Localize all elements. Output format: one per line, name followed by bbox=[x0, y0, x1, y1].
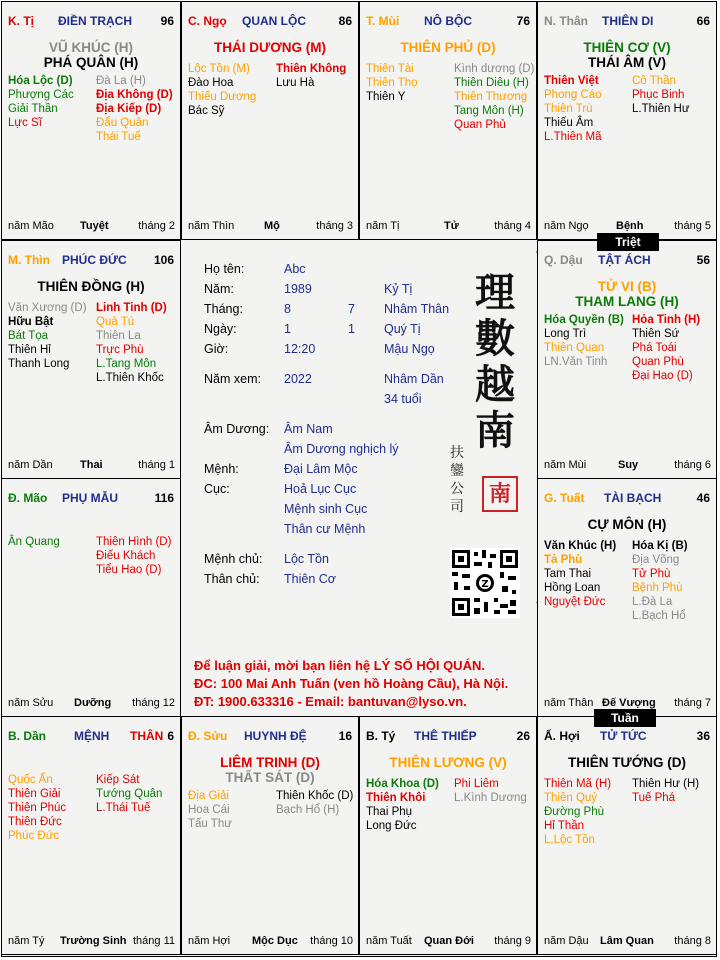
palace-location: T. Mùi bbox=[366, 14, 400, 28]
minor-star: L.Bạch Hổ bbox=[632, 610, 686, 622]
yin-yang-label: Âm Dương: bbox=[204, 422, 270, 436]
minor-stars-right bbox=[632, 777, 699, 805]
main-star: THÁI ÂM (V) bbox=[588, 55, 666, 70]
center-info-panel bbox=[180, 240, 536, 716]
main-star: PHÁ QUÂN (H) bbox=[43, 55, 139, 70]
palace-age: 26 bbox=[516, 729, 530, 743]
minor-star: Tuế Phá bbox=[632, 792, 676, 804]
palace-location: B. Tý bbox=[366, 729, 396, 743]
minor-star: Phúc Đức bbox=[8, 830, 60, 842]
minor-stars-left bbox=[544, 74, 602, 144]
minor-star: L.Lộc Tồn bbox=[544, 834, 595, 846]
palace-year: năm Mão bbox=[8, 220, 54, 232]
minor-stars-right bbox=[632, 539, 688, 623]
calligraphy-char: 數 bbox=[475, 315, 515, 362]
month-lunar: 8 bbox=[284, 302, 291, 316]
palace-month: tháng 5 bbox=[674, 220, 711, 232]
palace-stage: Quan Đới bbox=[424, 935, 474, 947]
main-star: THIÊN TƯỚNG (D) bbox=[568, 755, 686, 770]
calligraphy bbox=[470, 270, 520, 454]
month-solar: 7 bbox=[348, 302, 355, 316]
minor-stars-right bbox=[632, 313, 700, 383]
palace-year: năm Tý bbox=[8, 935, 45, 947]
minor-star: Phục Binh bbox=[632, 89, 685, 101]
minor-stars-right bbox=[454, 62, 534, 132]
palace-mao[interactable] bbox=[1, 478, 181, 717]
palace-name: PHÚC ĐỨC bbox=[62, 253, 127, 267]
palace-header bbox=[544, 253, 710, 269]
minor-stars-left bbox=[188, 789, 232, 831]
calligraphy-char: 南 bbox=[475, 407, 515, 454]
palace-location: C. Ngọ bbox=[188, 14, 227, 28]
palace-footer bbox=[544, 935, 711, 949]
palace-suu[interactable] bbox=[181, 716, 359, 955]
palace-footer bbox=[8, 935, 175, 949]
element-label: Cục: bbox=[204, 482, 230, 496]
minor-star: Hóa Khoa (D) bbox=[366, 778, 439, 790]
palace-name: TÀI BẠCH bbox=[604, 491, 662, 505]
minor-star: Phá Toái bbox=[632, 342, 677, 354]
minor-star: Đẩu Quân bbox=[96, 117, 149, 129]
palace-footer bbox=[188, 220, 353, 234]
minor-star: Quan Phù bbox=[632, 356, 684, 368]
minor-star: Thiên Tài bbox=[366, 63, 414, 75]
minor-star: Địa Võng bbox=[632, 554, 680, 566]
minor-star: L.Thiên Hư bbox=[632, 103, 690, 115]
minor-stars-left bbox=[544, 313, 624, 369]
minor-star: Địa Không (D) bbox=[96, 89, 173, 101]
destiny-lord-value: Lộc Tồn bbox=[284, 552, 329, 566]
minor-star: Hỏa Tinh (H) bbox=[632, 314, 701, 326]
palace-thin[interactable] bbox=[1, 240, 181, 479]
minor-star: Hồng Loan bbox=[544, 582, 601, 594]
name-value: Abc bbox=[284, 262, 306, 276]
palace-name: ĐIỀN TRẠCH bbox=[58, 14, 132, 28]
minor-star: Hữu Bật bbox=[8, 316, 54, 328]
minor-star: Bệnh Phù bbox=[632, 582, 683, 594]
palace-stage: Tuyệt bbox=[80, 220, 109, 232]
palace-hoi[interactable] bbox=[537, 716, 717, 955]
element-note-2: Thân cư Mệnh bbox=[284, 522, 366, 536]
minor-star: Tang Môn (H) bbox=[454, 105, 524, 117]
minor-star: Địa Kiếp (D) bbox=[96, 103, 162, 115]
palace-stage: Mộc Dục bbox=[252, 935, 298, 947]
palace-location: M. Thìn bbox=[8, 253, 50, 267]
minor-star: Tấu Thư bbox=[188, 818, 232, 830]
minor-star: Thai Phụ bbox=[366, 806, 413, 818]
palace-age: 56 bbox=[696, 253, 710, 267]
minor-star: Long Đức bbox=[366, 820, 417, 832]
minor-star: Hóa Lộc (D) bbox=[8, 75, 73, 87]
palace-month: tháng 3 bbox=[316, 220, 353, 232]
minor-stars-left bbox=[188, 62, 256, 118]
yin-yang-value: Âm Nam bbox=[284, 422, 333, 436]
seal-char: 公 bbox=[450, 481, 464, 497]
palace-month: tháng 12 bbox=[132, 697, 175, 709]
palace-name: HUYNH ĐỆ bbox=[244, 729, 307, 743]
tuan-marker: Tuần bbox=[594, 709, 656, 727]
day-lunar: 1 bbox=[284, 322, 291, 336]
minor-star: Thiên La bbox=[96, 330, 141, 342]
minor-stars-right bbox=[276, 62, 346, 90]
year-canchi: Kỷ Tị bbox=[384, 282, 413, 296]
minor-star: L.Đà La bbox=[632, 596, 673, 608]
minor-star: L.Thiên Khốc bbox=[96, 372, 164, 384]
age-value: 34 tuổi bbox=[384, 392, 422, 406]
palace-month: tháng 8 bbox=[674, 935, 711, 947]
minor-star: Quan Phủ bbox=[454, 119, 506, 131]
main-star: THẤT SÁT (D) bbox=[225, 770, 315, 785]
minor-star: Thiên Trù bbox=[544, 103, 593, 115]
palace-age: 6 bbox=[167, 729, 174, 743]
minor-star: Trực Phù bbox=[96, 344, 144, 356]
seal-text bbox=[448, 444, 466, 516]
main-star: THIÊN PHỦ (D) bbox=[400, 40, 496, 55]
palace-month: tháng 11 bbox=[132, 935, 175, 947]
calligraphy-char: 越 bbox=[475, 361, 515, 408]
body-lord-value: Thiên Cơ bbox=[284, 572, 336, 586]
minor-star: LN.Văn Tinh bbox=[544, 356, 608, 368]
palace-stage: Suy bbox=[618, 459, 639, 471]
minor-stars-left bbox=[366, 777, 439, 833]
palace-age: 96 bbox=[160, 14, 174, 28]
palace-header bbox=[366, 729, 530, 745]
month-label: Tháng: bbox=[204, 302, 243, 316]
minor-star: Quốc Ấn bbox=[8, 774, 53, 786]
main-star: VŨ KHÚC (H) bbox=[49, 40, 133, 55]
minor-star: Thiên Khôi bbox=[366, 792, 426, 804]
minor-star: Thiếu Dương bbox=[188, 91, 257, 103]
palace-year: năm Mùi bbox=[544, 459, 587, 471]
minor-star: Thiên Hư (H) bbox=[632, 778, 700, 790]
palace-stage: Mộ bbox=[264, 220, 280, 232]
minor-star: Phong Cáo bbox=[544, 89, 602, 101]
palace-age: 106 bbox=[153, 253, 174, 267]
minor-star: Đại Hao (D) bbox=[632, 370, 693, 382]
minor-star: Tiểu Hao (D) bbox=[96, 564, 162, 576]
contact-line-1: Để luận giải, mời bạn liên hệ LÝ SỐ HỘI QUÁN. bbox=[194, 658, 485, 673]
palace-year: năm Tị bbox=[366, 220, 400, 232]
name-label: Họ tên: bbox=[204, 262, 245, 276]
palace-header bbox=[8, 14, 174, 30]
palace-location: Q. Dậu bbox=[544, 253, 583, 267]
palace-footer bbox=[366, 935, 531, 949]
palace-age: 116 bbox=[154, 491, 174, 505]
palace-stage: Thai bbox=[80, 459, 103, 471]
minor-stars-right bbox=[632, 74, 690, 116]
seal-char: 扶 bbox=[450, 445, 464, 461]
palace-name: PHỤ MẪU bbox=[62, 491, 118, 505]
minor-star: Kiếp Sát bbox=[96, 774, 140, 786]
triet-marker: Triệt bbox=[597, 233, 659, 251]
minor-star: Địa Giải bbox=[188, 790, 229, 802]
minor-star: Văn Xương (D) bbox=[8, 302, 87, 314]
body-marker: THÂN bbox=[130, 729, 164, 743]
palace-year: năm Thìn bbox=[188, 220, 235, 232]
destiny-label: Mệnh: bbox=[204, 462, 239, 476]
minor-star: Thiên Diêu (H) bbox=[454, 77, 529, 89]
minor-star: Tả Phù bbox=[544, 554, 583, 566]
main-star: THIÊN LƯƠNG (V) bbox=[389, 755, 507, 770]
main-star: THAM LANG (H) bbox=[575, 294, 679, 309]
palace-location: G. Tuất bbox=[544, 491, 585, 505]
minor-star: Thiên Hỉ bbox=[8, 344, 51, 356]
minor-star: Nguyệt Đức bbox=[544, 596, 606, 608]
minor-star: Thiên Việt bbox=[544, 75, 599, 87]
destiny-value: Đại Lâm Mộc bbox=[284, 462, 358, 476]
minor-star: L.Thái Tuế bbox=[96, 802, 151, 814]
minor-star: Văn Khúc (H) bbox=[544, 540, 617, 552]
minor-stars-left bbox=[8, 535, 60, 549]
seal-char: 司 bbox=[450, 499, 464, 515]
main-star: CỰ MÔN (H) bbox=[587, 517, 667, 532]
element-value: Hoả Lục Cục bbox=[284, 482, 357, 496]
palace-location: K. Tị bbox=[8, 14, 34, 28]
minor-star: Cô Thần bbox=[632, 75, 676, 87]
body-lord-label: Thân chủ: bbox=[204, 572, 260, 586]
minor-star: Bác Sỹ bbox=[188, 105, 225, 117]
minor-star: Điếu Khách bbox=[96, 550, 156, 562]
minor-star: L.Tang Môn bbox=[96, 358, 157, 370]
minor-stars-left bbox=[8, 773, 66, 843]
minor-star: Thiên Y bbox=[366, 91, 406, 103]
minor-star: Bát Tọa bbox=[8, 330, 49, 342]
palace-tuat[interactable] bbox=[537, 478, 717, 717]
destiny-lord-label: Mệnh chủ: bbox=[204, 552, 263, 566]
svg-text:Z: Z bbox=[481, 579, 489, 590]
palace-month: tháng 6 bbox=[674, 459, 711, 471]
palace-year: năm Dậu bbox=[544, 935, 589, 947]
palace-mui[interactable] bbox=[359, 1, 537, 240]
minor-star: Phượng Các bbox=[8, 89, 74, 101]
palace-dau[interactable] bbox=[537, 240, 717, 479]
palace-location: N. Thân bbox=[544, 14, 588, 28]
palace-header bbox=[8, 253, 174, 269]
minor-star: Ân Quang bbox=[8, 536, 60, 548]
palace-stage: Dưỡng bbox=[74, 697, 112, 709]
palace-name: TỬ TỨC bbox=[600, 729, 647, 743]
minor-star: L.Kình Dương bbox=[454, 792, 527, 804]
palace-location: Đ. Sửu bbox=[188, 729, 228, 743]
minor-star: Tử Phù bbox=[632, 568, 671, 580]
minor-stars-right bbox=[276, 789, 353, 817]
palace-name: QUAN LỘC bbox=[242, 14, 306, 28]
minor-stars-left bbox=[366, 62, 418, 104]
minor-star: Đào Hoa bbox=[188, 77, 234, 89]
minor-star: Thiên Quan bbox=[544, 342, 605, 354]
palace-header bbox=[8, 729, 174, 745]
palace-stage: Đế Vượng bbox=[602, 697, 656, 709]
palace-header bbox=[188, 14, 352, 30]
palace-dan[interactable] bbox=[1, 716, 181, 955]
minor-star: Kình dương (D) bbox=[454, 63, 535, 75]
minor-stars-left bbox=[8, 301, 87, 371]
minor-stars-right bbox=[96, 74, 173, 144]
palace-age: 46 bbox=[696, 491, 710, 505]
day-label: Ngày: bbox=[204, 322, 237, 336]
main-star: THIÊN CƠ (V) bbox=[583, 40, 671, 55]
palace-location: Đ. Mão bbox=[8, 491, 48, 505]
hour-label: Giờ: bbox=[204, 342, 229, 356]
palace-month: tháng 1 bbox=[138, 459, 175, 471]
palace-month: tháng 9 bbox=[494, 935, 531, 947]
minor-star: Linh Tinh (D) bbox=[96, 302, 167, 314]
minor-star: Tam Thai bbox=[544, 568, 592, 580]
view-year-label: Năm xem: bbox=[204, 372, 261, 386]
palace-year: năm Sửu bbox=[8, 697, 54, 709]
minor-star: Lưu Hà bbox=[276, 77, 315, 89]
minor-star: Tướng Quân bbox=[96, 788, 163, 800]
palace-location: Ấ. Hợi bbox=[544, 729, 580, 743]
palace-name: MỆNH bbox=[74, 729, 110, 743]
minor-star: Hóa Quyền (B) bbox=[544, 314, 624, 326]
minor-star: Long Trì bbox=[544, 328, 587, 340]
minor-star: Thiên Phúc bbox=[8, 802, 67, 814]
day-canchi: Quý Tị bbox=[384, 322, 421, 336]
minor-star: Hỉ Thần bbox=[544, 820, 585, 832]
palace-ngo[interactable] bbox=[181, 1, 359, 240]
element-note-1: Mệnh sinh Cục bbox=[284, 502, 368, 516]
minor-star: Thiên Thương bbox=[454, 91, 528, 103]
hour-value: 12:20 bbox=[284, 342, 316, 356]
palace-header bbox=[544, 729, 710, 745]
yin-yang-note: Âm Dương nghịch lý bbox=[284, 442, 399, 456]
year-value: 1989 bbox=[284, 282, 312, 296]
minor-stars-left bbox=[544, 539, 616, 609]
palace-header bbox=[366, 14, 530, 30]
main-star: LIÊM TRINH (D) bbox=[220, 755, 320, 770]
palace-age: 36 bbox=[696, 729, 710, 743]
minor-stars-left bbox=[8, 74, 74, 130]
minor-stars-right bbox=[454, 777, 527, 805]
palace-year: năm Tuất bbox=[366, 935, 412, 947]
minor-star: Hoa Cái bbox=[188, 804, 230, 816]
minor-star: Bạch Hổ (H) bbox=[276, 804, 340, 816]
palace-header bbox=[8, 491, 174, 507]
day-solar: 1 bbox=[348, 322, 355, 336]
minor-star: Thiên Đức bbox=[8, 816, 62, 828]
minor-star: Lộc Tồn (M) bbox=[188, 63, 250, 75]
minor-star: Thiên Không bbox=[276, 63, 347, 75]
palace-year: năm Hợi bbox=[188, 935, 231, 947]
minor-star: Thanh Long bbox=[8, 358, 70, 370]
minor-star: Thiên Khốc (D) bbox=[276, 790, 354, 802]
palace-month: tháng 10 bbox=[310, 935, 353, 947]
palace-year: năm Thân bbox=[544, 697, 594, 709]
palace-footer bbox=[366, 220, 531, 234]
year-label: Năm: bbox=[204, 282, 234, 296]
calligraphy-char: 理 bbox=[475, 269, 515, 316]
contact-phone-email[interactable]: ĐT: 1900.633316 - Email: bantuvan@lyso.vn. bbox=[194, 694, 467, 709]
palace-age: 76 bbox=[516, 14, 530, 28]
palace-location: B. Dần bbox=[8, 729, 47, 743]
palace-ty[interactable] bbox=[1, 1, 181, 240]
palace-name: THIÊN DI bbox=[602, 14, 654, 28]
palace-header bbox=[188, 729, 352, 745]
minor-star: Phi Liêm bbox=[454, 778, 499, 790]
minor-star: Thiên Sứ bbox=[632, 328, 680, 340]
palace-footer bbox=[8, 697, 175, 711]
palace-than[interactable] bbox=[537, 1, 717, 240]
palace-year: năm Ngọ bbox=[544, 220, 589, 232]
palace-age: 86 bbox=[338, 14, 352, 28]
minor-star: Thiên Hình (D) bbox=[96, 536, 172, 548]
minor-star: Lực Sĩ bbox=[8, 117, 42, 129]
minor-stars-right bbox=[96, 535, 171, 577]
palace-footer bbox=[8, 459, 175, 473]
palace-footer bbox=[544, 459, 711, 473]
minor-star: Đường Phù bbox=[544, 806, 604, 818]
qr-code-icon[interactable] bbox=[450, 548, 520, 618]
palace-footer bbox=[544, 220, 711, 234]
red-seal: 南 bbox=[482, 476, 518, 512]
minor-stars-left bbox=[544, 777, 611, 847]
palace-name: TẬT ÁCH bbox=[598, 253, 651, 267]
minor-star: Thiên Mã (H) bbox=[544, 778, 612, 790]
palace-age: 16 bbox=[338, 729, 352, 743]
palace-header bbox=[544, 14, 710, 30]
minor-star: Thiên Giải bbox=[8, 788, 61, 800]
minor-star: Thái Tuế bbox=[96, 131, 141, 143]
main-star: THÁI DƯƠNG (M) bbox=[214, 40, 326, 55]
month-canchi: Nhâm Thân bbox=[384, 302, 450, 316]
minor-star: Thiếu Âm bbox=[544, 117, 594, 129]
main-star: THIÊN ĐỒNG (H) bbox=[37, 279, 145, 294]
palace-ty2[interactable] bbox=[359, 716, 537, 955]
minor-star: Thiên Thọ bbox=[366, 77, 418, 89]
palace-year: năm Dần bbox=[8, 459, 53, 471]
palace-stage: Lâm Quan bbox=[600, 935, 654, 947]
minor-stars-right bbox=[96, 773, 162, 815]
palace-month: tháng 7 bbox=[674, 697, 711, 709]
palace-stage: Bệnh bbox=[616, 220, 644, 232]
palace-name: NÔ BỘC bbox=[424, 14, 472, 28]
minor-star: Đà La (H) bbox=[96, 75, 146, 87]
palace-footer bbox=[8, 220, 175, 234]
seal-char: 鑾 bbox=[450, 463, 464, 479]
minor-stars-right bbox=[96, 301, 167, 385]
palace-month: tháng 4 bbox=[494, 220, 531, 232]
view-year-value: 2022 bbox=[284, 372, 312, 386]
minor-star: Hóa Kị (B) bbox=[632, 540, 688, 552]
contact-address: ĐC: 100 Mai Anh Tuấn (ven hồ Hoàng Cầu), Hà Nội. bbox=[194, 676, 509, 691]
main-star: TỬ VI (B) bbox=[597, 279, 657, 294]
minor-star: Giải Thần bbox=[8, 103, 58, 115]
view-year-canchi: Nhâm Dần bbox=[384, 372, 444, 386]
palace-footer bbox=[188, 935, 353, 949]
hour-canchi: Mậu Ngọ bbox=[384, 342, 435, 356]
palace-header bbox=[544, 491, 710, 507]
minor-star: Quả Tú bbox=[96, 316, 135, 328]
palace-stage: Tử bbox=[444, 220, 459, 232]
minor-star: Thiên Quý bbox=[544, 792, 598, 804]
palace-month: tháng 2 bbox=[138, 220, 175, 232]
palace-age: 66 bbox=[696, 14, 710, 28]
minor-star: L.Thiên Mã bbox=[544, 131, 602, 143]
palace-name: THÊ THIẾP bbox=[414, 729, 477, 743]
palace-stage: Trường Sinh bbox=[60, 935, 127, 947]
